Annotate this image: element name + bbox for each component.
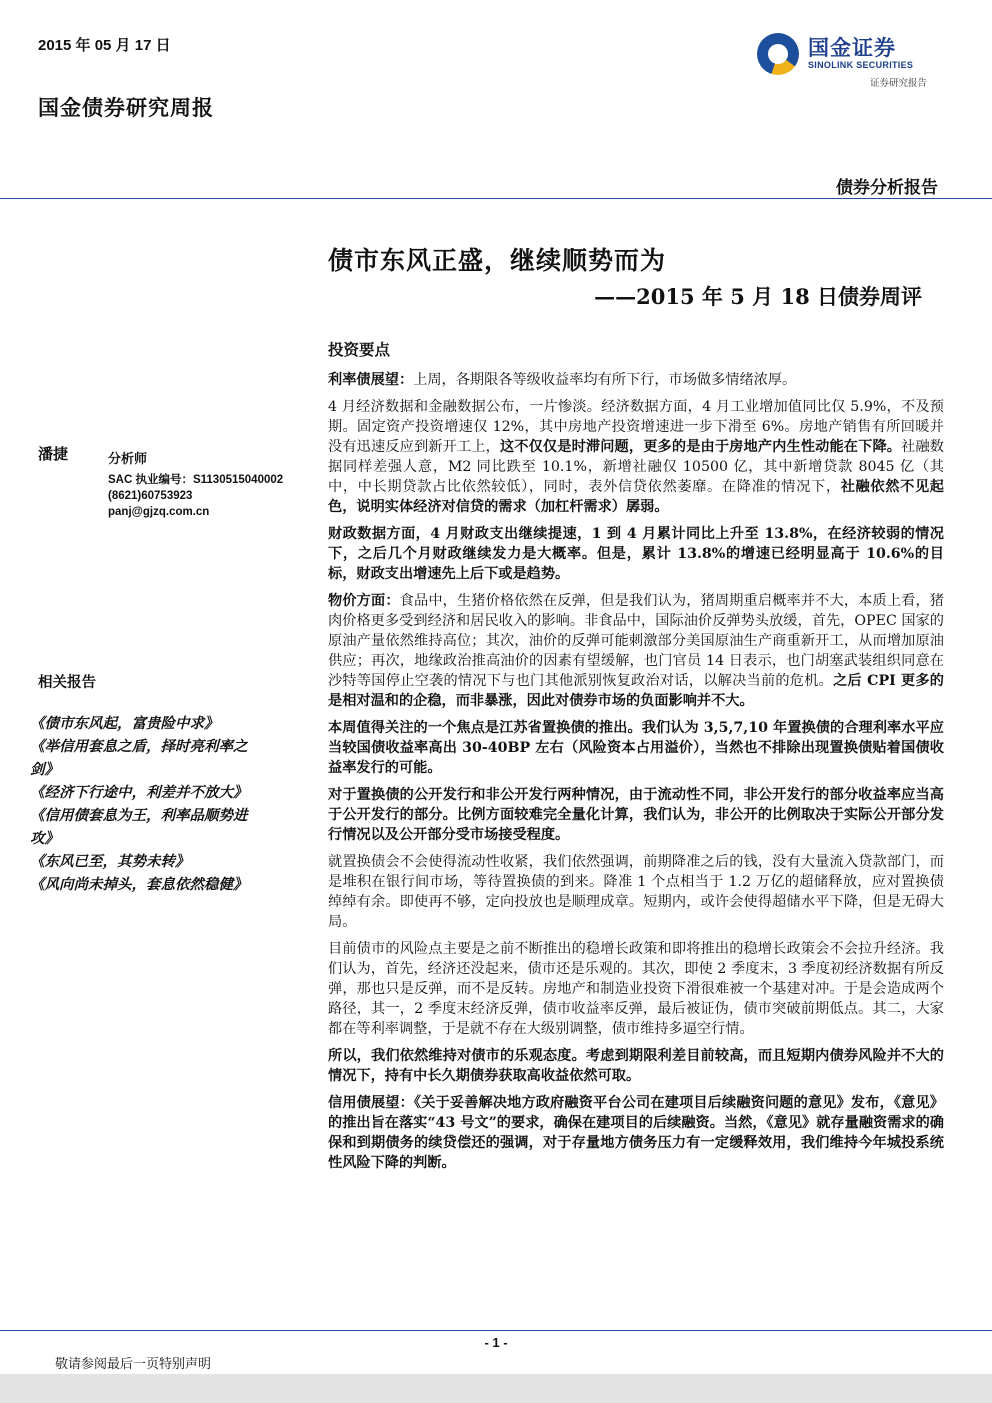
paragraph-private-placement: 对于置换债的公开发行和非公开发行两种情况，由于流动性不同，非公开发行的部分收益率应当高于公开发行的部分。比例方面较难完全量化计算，我们认为，非公开的比例取决于实际公开部分发行情况以及公开部分受市场接受程度。: [328, 787, 944, 843]
related-report-item[interactable]: 《信用债套息为王，利率品顺势进: [30, 807, 248, 824]
header-divider: [0, 198, 992, 199]
econ-text-d: 社融依然不见起色，说明实体经济对信贷的需求（加杠杆需求）孱弱。: [328, 479, 944, 515]
rates-label: 利率债展望：: [328, 372, 414, 388]
brand-title: 国金债券研究周报: [38, 95, 214, 120]
logo-cn-text: 国金证券: [808, 37, 896, 60]
paragraph-risks: 目前债市的风险点主要是之前不断推出的稳增长政策和即将推出的稳增长政策会不会拉升经济。我们认为，首先，经济还没起来，债市还是乐观的。其次，即使 2 季度末，3 季度初经济数据有所反弹，那也只是反弹，而不是反转。房地产和制造业投资下滑很难被一个基建对冲。于是会造成两个路径，其一，2 季度末经济反弹，债市收益率反弹，最后被证伪，债市突破前期低点。其二，大家都在等利率调整，于是就不存在大级别调整，债市维持多逼空行情。: [328, 941, 944, 1037]
author-name: 潘捷: [38, 445, 69, 463]
paragraph-swap-bonds: 本周值得关注的一个焦点是江苏省置换债的推出。我们认为 3,5,7,10 年置换债的合理利率水平应当较国债收益率高出 30-40BP 左右（风险资本占用溢价），当然也不排除出现置换债贴着国债收益率发行的可能。: [328, 720, 944, 776]
credit-text: 《关于妥善解决地方政府融资平台公司在建项目后续融资问题的意见》发布，《意见》的推出旨在落实“43 号文”的要求，确保在建项目的后续融资。当然，《意见》就存量融资需求的确保和到期债务的续贷偿还的强调，对于存量地方债务压力有一定缓释效用，我们维持今年城投系统性风险下降的判断。: [328, 1095, 944, 1171]
related-report-item[interactable]: 《东风已至，其势未转》: [30, 853, 190, 870]
prices-text-a: 食品中，生猪价格依然在反弹，但是我们认为，猪周期重启概率并不大，本质上看，猪肉价格更多受到经济和居民收入的影响。非食品中，国际油价反弹势头放缓，首先，OPEC 国家的原油产量依然维持高位；其次，油价的反弹可能刺激部分美国原油生产商重新开工，从而增加原油供应；再次，地缘政治推高油价的因素有望缓解，也门官员 14 日表示，也门胡塞武装组织同意在沙特等国停止空袭的情况下与也门其他派别恢复政治对话，以解决当前的危机。: [328, 593, 944, 689]
section-heading: 投资要点: [328, 340, 391, 359]
report-date: 2015 年 05 月 17 日: [38, 37, 171, 54]
email-address: panj@gjzq.com.cn: [108, 506, 210, 518]
related-report-item[interactable]: 《债市东风起，富贵险中求》: [30, 715, 219, 732]
author-contact: [108, 472, 283, 520]
related-report-item[interactable]: 《举信用套息之盾，择时亮利率之: [30, 738, 248, 755]
econ-text-c: 社融数据同样差强人意，M2 同比跌至 10.1%，新增社融仅 10500 亿，其中新增贷款 8045 亿（其中，中长期贷款占比依然较低），同时，表外信贷依然萎靡。在降准的情况下，: [328, 439, 944, 495]
paragraph-economic-data: [328, 397, 944, 517]
related-report-item[interactable]: 《经济下行途中，利差并不放大》: [30, 784, 248, 801]
related-report-item[interactable]: 《风向尚未掉头，套息依然稳健》: [30, 876, 248, 893]
paragraph-conclusion: 所以，我们依然维持对债市的乐观态度。考虑到期限利差目前较高，而且短期内债券风险并不大的情况下，持有中长久期债券获取高收益依然可取。: [328, 1048, 944, 1084]
footer-band: [0, 1374, 992, 1403]
sub-title: ——2015 年 5 月 18 日债券周评: [594, 284, 922, 309]
rates-text: 上周，各期限各等级收益率均有所下行，市场做多情绪浓厚。: [413, 372, 797, 388]
company-logo: [752, 28, 952, 92]
logo-en-text: SINOLINK SECURITIES: [808, 60, 914, 70]
prices-label: 物价方面：: [328, 593, 400, 609]
econ-text-b: 这不仅仅是时滞问题，更多的是由于房地产内生性动能在下降。: [499, 439, 902, 455]
logo-subtitle: 证券研究报告: [870, 78, 928, 89]
author-role: 分析师: [108, 452, 148, 467]
econ-text-a: 4 月经济数据和金融数据公布，一片惨淡。经济数据方面，4 月工业增加值同比仅 5.9%，不及预期。固定资产投资增速仅 12%，其中房地产投资增速进一步下滑至 6%。房地产销售有所回暖并没有迅速反应到新开工上，: [328, 399, 944, 455]
paragraph-prices: [328, 591, 944, 711]
related-report-item[interactable]: 攻》: [30, 830, 59, 847]
report-body: [328, 340, 944, 1180]
credit-label: 信用债展望：: [328, 1095, 414, 1111]
report-type: 债券分析报告: [836, 178, 938, 198]
page-number: - 1 -: [484, 1335, 508, 1350]
related-report-item[interactable]: 剑》: [30, 761, 59, 778]
paragraph-fiscal: 财政数据方面，4 月财政支出继续提速，1 到 4 月累计同比上升至 13.8%，在经济较弱的情况下，之后几个月财政继续发力是大概率。但是，累计 13.8%的增速已经明显高于 10.6%的目标，财政支出增速先上后下或是趋势。: [328, 526, 944, 582]
related-reports-heading: 相关报告: [38, 674, 96, 691]
paragraph-liquidity: 就置换债会不会使得流动性收紧，我们依然强调，前期降准之后的钱，没有大量流入贷款部门，而是堆积在银行间市场，等待置换债的到来。降准 1 个点相当于 1.2 万亿的超储释放，应对置换债绰绰有余。即使再不够，定向投放也是顺理成章。短期内，或许会使得超储水平下降，但是无碍大局。: [328, 854, 944, 930]
disclaimer-note: 敬请参阅最后一页特别声明: [55, 1357, 212, 1372]
related-reports-list: [30, 712, 320, 896]
logo-mark-icon: [757, 33, 799, 75]
phone-number: (8621)60753923: [108, 490, 193, 502]
footer-divider: [0, 1330, 992, 1331]
main-title: 债市东风正盛，继续顺势而为: [328, 246, 667, 275]
paragraph-credit-outlook: [328, 1093, 944, 1173]
sac-number: SAC 执业编号：S1130515040002: [108, 474, 284, 486]
prices-text-b: 之后 CPI 更多的是相对温和的企稳，而非暴涨，因此对债券市场的负面影响并不大。: [328, 673, 944, 709]
paragraph-rates-outlook: [328, 370, 944, 390]
